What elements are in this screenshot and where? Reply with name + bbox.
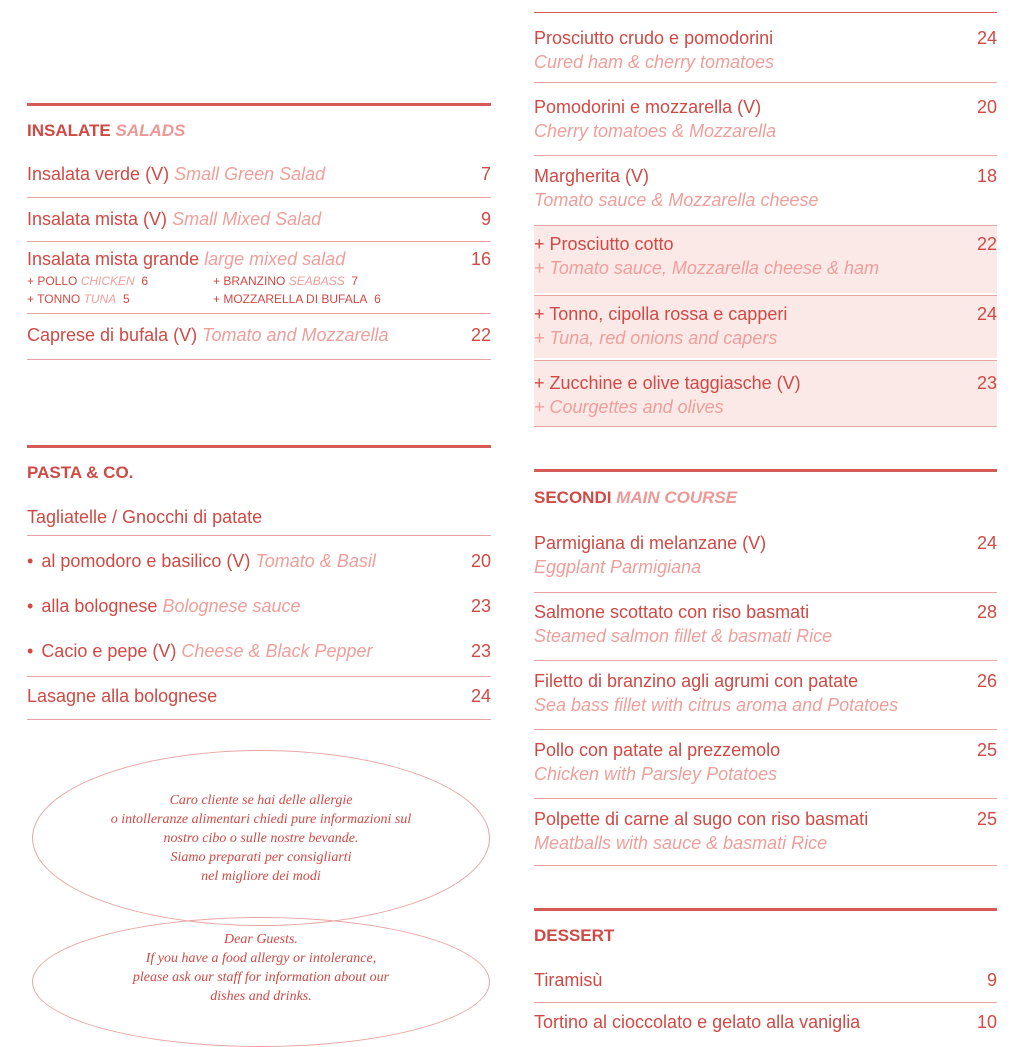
menu-item: Lasagne alla bolognese 24 (27, 686, 491, 706)
price: 23 (470, 641, 491, 661)
menu-item: Insalata verde (V) Small Green Salad 7 (27, 164, 491, 184)
menu-item: Parmigiana di melanzane (V) 24 Eggplant Parmigiana (534, 533, 997, 577)
row-divider (534, 155, 997, 156)
section-divider (534, 469, 997, 472)
row-divider (27, 197, 491, 198)
addon-seabass: + BRANZINO SEABASS 7 (213, 274, 359, 288)
menu-item: Polpette di carne al sugo con riso basmati 25 Meatballs with sauce & basmati Rice (534, 809, 997, 853)
addon-mozzarella: + MOZZARELLA DI BUFALA 6 (213, 292, 381, 306)
menu-item: Tortino al cioccolato e gelato alla vaniglia 10 (534, 1012, 997, 1032)
price: 9 (986, 970, 997, 990)
row-divider (534, 865, 997, 866)
allergy-notice-italian: Caro cliente se hai delle allergie o intolleranze alimentari chiedi pure informazioni sul nostro cibo o sulle nostre bevande. Siamo preparati per consigliarti nel migliore dei modi (32, 750, 490, 926)
price: 22 (976, 234, 997, 254)
price: 18 (976, 166, 997, 186)
row-divider (534, 798, 997, 799)
section-title-mains: SECONDI MAIN COURSE (534, 488, 738, 507)
menu-item: • al pomodoro e basilico (V) Tomato & Basil 20 (27, 551, 491, 571)
row-divider (27, 241, 491, 242)
menu-item: Insalata mista (V) Small Mixed Salad 9 (27, 209, 491, 229)
price: 25 (976, 809, 997, 829)
highlighted-item (534, 225, 997, 293)
addon-chicken: + POLLO CHICKEN 6 (27, 274, 149, 288)
menu-item: Filetto di branzino agli agrumi con patate 26 Sea bass fillet with citrus aroma and Potatoes (534, 671, 997, 715)
price: 24 (470, 686, 491, 706)
pasta-group-label: Tagliatelle / Gnocchi di patate (27, 507, 263, 527)
price: 24 (976, 28, 997, 48)
row-divider (534, 12, 997, 13)
row-divider (534, 660, 997, 661)
allergy-notice-english: Dear Guests. If you have a food allergy or intolerance, please ask our staff for information about our dishes and drinks. (32, 917, 490, 1047)
addon-list (27, 274, 491, 306)
addon-tuna: + TONNO TUNA 5 (27, 292, 130, 306)
menu-item: • Cacio e pepe (V) Cheese & Black Pepper 23 (27, 641, 491, 661)
section-divider (534, 908, 997, 911)
price: 9 (480, 209, 491, 229)
menu-item: Salmone scottato con riso basmati 28 Steamed salmon fillet & basmati Rice (534, 602, 997, 646)
row-divider (27, 359, 491, 360)
row-divider (27, 313, 491, 314)
price: 25 (976, 740, 997, 760)
menu-item: Prosciutto crudo e pomodorini 24 Cured ham & cherry tomatoes (534, 28, 997, 72)
highlighted-item (534, 360, 997, 427)
price: 24 (976, 533, 997, 553)
price: 26 (976, 671, 997, 691)
section-divider (27, 445, 491, 448)
row-divider (534, 729, 997, 730)
menu-item: Tiramisù 9 (534, 970, 997, 990)
price: 24 (976, 304, 997, 324)
row-divider (27, 719, 491, 720)
menu-item: + Prosciutto cotto 22 + Tomato sauce, Mozzarella cheese & ham (534, 234, 997, 278)
menu-item: Pomodorini e mozzarella (V) 20 Cherry tomatoes & Mozzarella (534, 97, 997, 141)
section-title-salads: INSALATE SALADS (27, 121, 186, 140)
section-title-pasta: PASTA & CO. (27, 463, 134, 482)
row-divider (534, 1002, 997, 1003)
section-divider (27, 103, 491, 106)
menu-item: Pollo con patate al prezzemolo 25 Chicken with Parsley Potatoes (534, 740, 997, 784)
price: 16 (470, 249, 491, 269)
price: 7 (480, 164, 491, 184)
row-divider (27, 676, 491, 677)
menu-item: Caprese di bufala (V) Tomato and Mozzarella 22 (27, 325, 491, 345)
price: 10 (976, 1012, 997, 1032)
price: 23 (470, 596, 491, 616)
menu-item: Margherita (V) 18 Tomato sauce & Mozzarella cheese (534, 166, 997, 210)
price: 20 (470, 551, 491, 571)
price: 20 (976, 97, 997, 117)
row-divider (534, 82, 997, 83)
section-title-dessert: DESSERT (534, 926, 615, 945)
row-divider (27, 535, 491, 536)
row-divider (534, 592, 997, 593)
menu-item: + Tonno, cipolla rossa e capperi 24 + Tuna, red onions and capers (534, 304, 997, 348)
menu-item: + Zucchine e olive taggiasche (V) 23 + Courgettes and olives (534, 373, 997, 417)
price: 23 (976, 373, 997, 393)
highlighted-item (534, 295, 997, 358)
menu-item: Insalata mista grande large mixed salad 16 (27, 249, 491, 269)
price: 28 (976, 602, 997, 622)
menu-item: • alla bolognese Bolognese sauce 23 (27, 596, 491, 616)
price: 22 (470, 325, 491, 345)
